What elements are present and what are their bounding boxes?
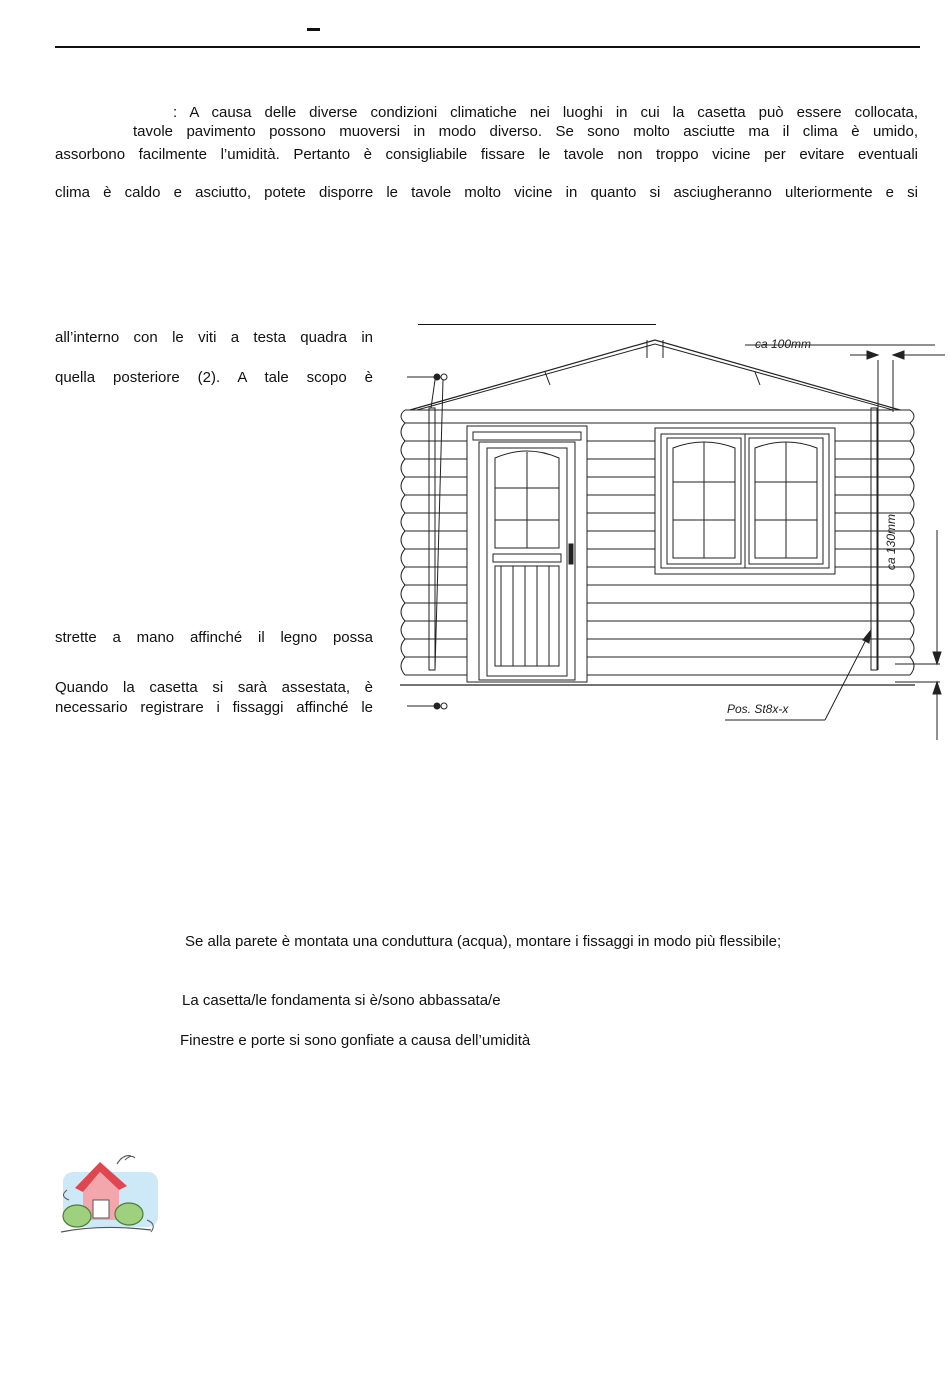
intro-line-2: tavole pavimento possono muoversi in modo diverso. Se sono molto asciutte ma il clima è umido,: [133, 123, 918, 140]
cabin-elevation-drawing: [395, 330, 950, 750]
note-2: La casetta/le fondamenta si è/sono abbassata/e: [182, 992, 501, 1009]
side-line-5: necessario registrare i fissaggi affinché le: [55, 699, 373, 716]
intro-line-1: : A causa delle diverse condizioni climatiche nei luoghi in cui la casetta può essere collocata,: [173, 104, 918, 121]
side-line-2: quella posteriore (2). A tale scopo è: [55, 369, 373, 386]
intro-line-4: clima è caldo e asciutto, potete disporre le tavole molto vicine in quanto si asciugheranno ulteriormente e si: [55, 184, 918, 201]
house-logo-icon: [55, 1150, 165, 1240]
note-3: Finestre e porte si sono gonfiate a causa dell’umidità: [180, 1032, 531, 1049]
dimension-top-label: ca 100mm: [755, 337, 812, 351]
side-line-4: Quando la casetta si sarà assestata, è: [55, 679, 373, 696]
side-line-1: all’interno con le viti a testa quadra in: [55, 329, 373, 346]
figure-title-underline: [418, 324, 656, 325]
header-rule: [55, 46, 920, 48]
part-label: Pos. St8x-x: [727, 702, 789, 716]
intro-line-3: assorbono facilmente l’umidità. Pertanto è consigliabile fissare le tavole non troppo vicine per evitare eventuali: [55, 146, 918, 163]
header-dash: [307, 28, 320, 31]
side-line-3: strette a mano affinché il legno possa: [55, 629, 373, 646]
dimension-side-label: ca 130mm: [884, 513, 898, 570]
note-1: Se alla parete è montata una conduttura (acqua), montare i fissaggi in modo più flessibile;: [185, 933, 782, 950]
